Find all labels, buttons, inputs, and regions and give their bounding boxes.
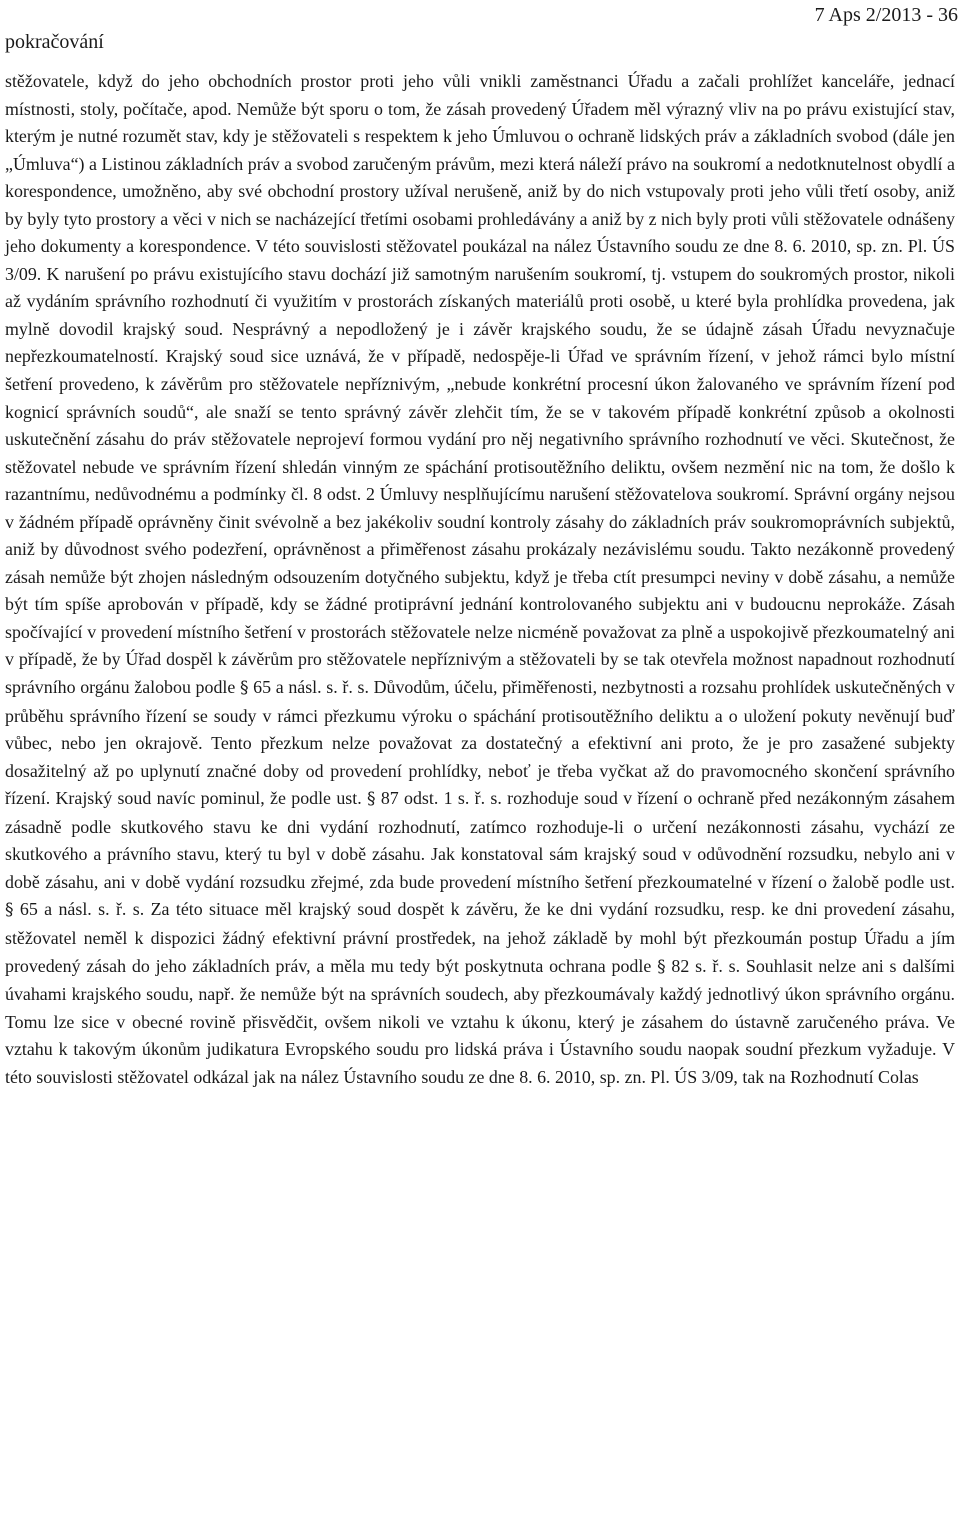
section-sign-icon: § <box>366 789 376 810</box>
body-paragraph <box>5 68 955 1091</box>
page-header <box>0 0 960 70</box>
section-sign-icon: § <box>239 678 249 699</box>
section-reference-2: 87 odst. 1 s. ř. s. <box>380 788 502 809</box>
continuation-label: pokračování <box>5 31 104 53</box>
text-segment-1: stěžovatele, když do jeho obchodních prostor proti jeho vůli vnikli zaměstnanci Úřadu a začali prohlížet kanceláře, jednací místnosti, stoly, počítače, apod. Nemůže být sporu o tom, že zásah provedený Úřadem měl výrazný vliv na po právu existující stav, kterým je nutné rozumět stav, kdy je stěžovateli s respektem k jeho Úmluvou o ochraně lidských práv a základních svobod (dále jen „Úmluva“) a Listinou základních práv a svobod zaručeným právům, mezi která náleží právo na soukromí a nedotknutelnost obydlí a korespondence, umožněno, aby své obchodní prostory užíval nerušeně, aniž by do nich vstupovaly proti jeho vůli třetí osoby, aniž by byly tyto prostory a věci v nich se nacházející třetími osobami prohledávány a aniž by z nich byly proti vůli stěžovatele odnášeny jeho dokumenty a korespondence. V této souvislosti stěžovatel poukázal na nález Ústavního soudu ze dne 8. 6. 2010, sp. zn. Pl. ÚS 3/09. K narušení po právu existujícího stavu dochází již samotným narušením soukromí, tj. vstupem do soukromých prostor, nikoli až vydáním správního rozhodnutí či využitím v prostorách získaných materiálů proti osobě, u které byla prohlídka provedena, jak mylně dovodil krajský soud. Nesprávný a nepodložený je i závěr krajského soudu, že se údajně zásah Úřadu nevyznačuje nepřezkoumatelností. Krajský soud sice uznává, že v případě, nedospěje-li Úřad ve správním řízení, v jehož rámci bylo místní šetření provedeno, k závěrům pro stěžovatele nepříznivým, „nebude konkrétní procesní úkon žalovaného ve správním řízení pod kognicí správních soudů“, ale snaží se tento správný závěr zlehčit tím, že se v takovém případě konkrétní způsob a okolnosti uskutečnění zásahu do práv stěžovatele neprojeví formou vydání pro něj negativního správního rozhodnutí ve věci. Skutečnost, že stěžovatel nebude ve správním řízení shledán vinným ze spáchání protisoutěžního deliktu, ovšem nezmění nic na tom, že došlo k razantnímu, nedůvodnému a podmínky čl. 8 odst. 2 Úmluvy nesplňujícímu narušení stěžovatelova soukromí. Správní orgány nejsou v žádném případě oprávněny činit svévolně a bez jakékoliv soudní kontroly zásahy do základních práv soukromoprávních subjektů, aniž by důvodnost svého podezření, oprávněnost a přiměřenost zásahu prokázaly nezávislému soudu. Takto nezákonně provedený zásah nemůže být zhojen následným odsouzením dotyčného subjektu, když je třeba ctít presumpci neviny v době zásahu, a nemůže být tím spíše aprobován v případě, kdy se žádné protiprávní jednání kontrolovaného subjektu ani v budoucnu neprokáže. Zásah spočívající v provedení místního šetření v prostorách stěžovatele nelze nicméně považovat za plně a uspokojivě přezkoumatelný ani v případě, že by Úřad dospěl k závěrům pro stěžovatele nepříznivým a stěžovateli by se tak otevřela možnost napadnout rozhodnutí správního orgánu žalobou podle <box>5 71 955 698</box>
section-reference-1: 65 a násl. s. ř. s. <box>253 677 369 698</box>
text-segment-4: Za této situace měl krajský soud dospět k závěru, že ke dni vydání rozsudku, resp. ke dni provedení zásahu, stěžovatel neměl k dispozici žádný efektivní právní prostředek, na jehož základě by mohl být přezkoumán postup Úřadu a jím provedený zásah do jeho základních práv, a měla mu tedy být poskytnuta ochrana podle <box>5 899 955 976</box>
section-sign-icon: § <box>5 900 14 921</box>
case-reference: 7 Aps 2/2013 - 36 <box>814 4 958 26</box>
text-segment-3: rozhoduje soud v řízení o ochraně před nezákonným zásahem zásadně podle skutkového stavu ke dni vydání rozhodnutí, zatímco rozhoduje-li o určení nezákonnosti zásahu, vychází ze skutkového a právního stavu, který tu byl v době zásahu. Jak konstatoval sám krajský soud v odůvodnění rozsudku, nebylo ani v době zásahu, ani v době vydání rozsudku zřejmé, zda bude provedení místního šetření přezkoumatelné v řízení o žalobě podle ust. <box>5 788 956 892</box>
section-reference-4: 82 s. ř. s. <box>671 955 741 976</box>
section-sign-icon: § <box>657 956 666 977</box>
text-segment-2: Důvodům, účelu, přiměřenosti, nezbytnosti a rozsahu prohlídek uskutečněných v průběhu správního řízení se soudy v rámci přezkumu výroku o spáchání protisoutěžního deliktu a o uložení pokuty nevěnují buď vůbec, nebo jen okrajově. Tento přezkum nelze považovat za dostatečný a efektivní ani proto, že je pro zasažené subjekty dosažitelný až po uplynutí značné doby od provedení prohlídky, neboť je třeba vyčkat až do pravomocného skončení správního řízení. Krajský soud navíc pominul, že podle ust. <box>5 677 955 809</box>
text-segment-5: Souhlasit nelze ani s dalšími úvahami krajského soudu, např. že nemůže být na správních soudech, aby přezkoumávaly každý jednotlivý úkon správního orgánu. Tomu lze sice v obecné rovině přisvědčit, ovšem nikoli ve vztahu k úkonu, který je zásahem do ústavně zaručeného práva. Ve vztahu k takovým úkonům judikatura Evropského soudu pro lidská práva i Ústavního soudu naopak soudní přezkum vyžaduje. V této souvislosti stěžovatel odkázal jak na nález Ústavního soudu ze dne 8. 6. 2010, sp. zn. Pl. ÚS 3/09, tak na Rozhodnutí Colas <box>5 955 956 1087</box>
section-reference-3: 65 a násl. s. ř. s. <box>19 899 145 920</box>
